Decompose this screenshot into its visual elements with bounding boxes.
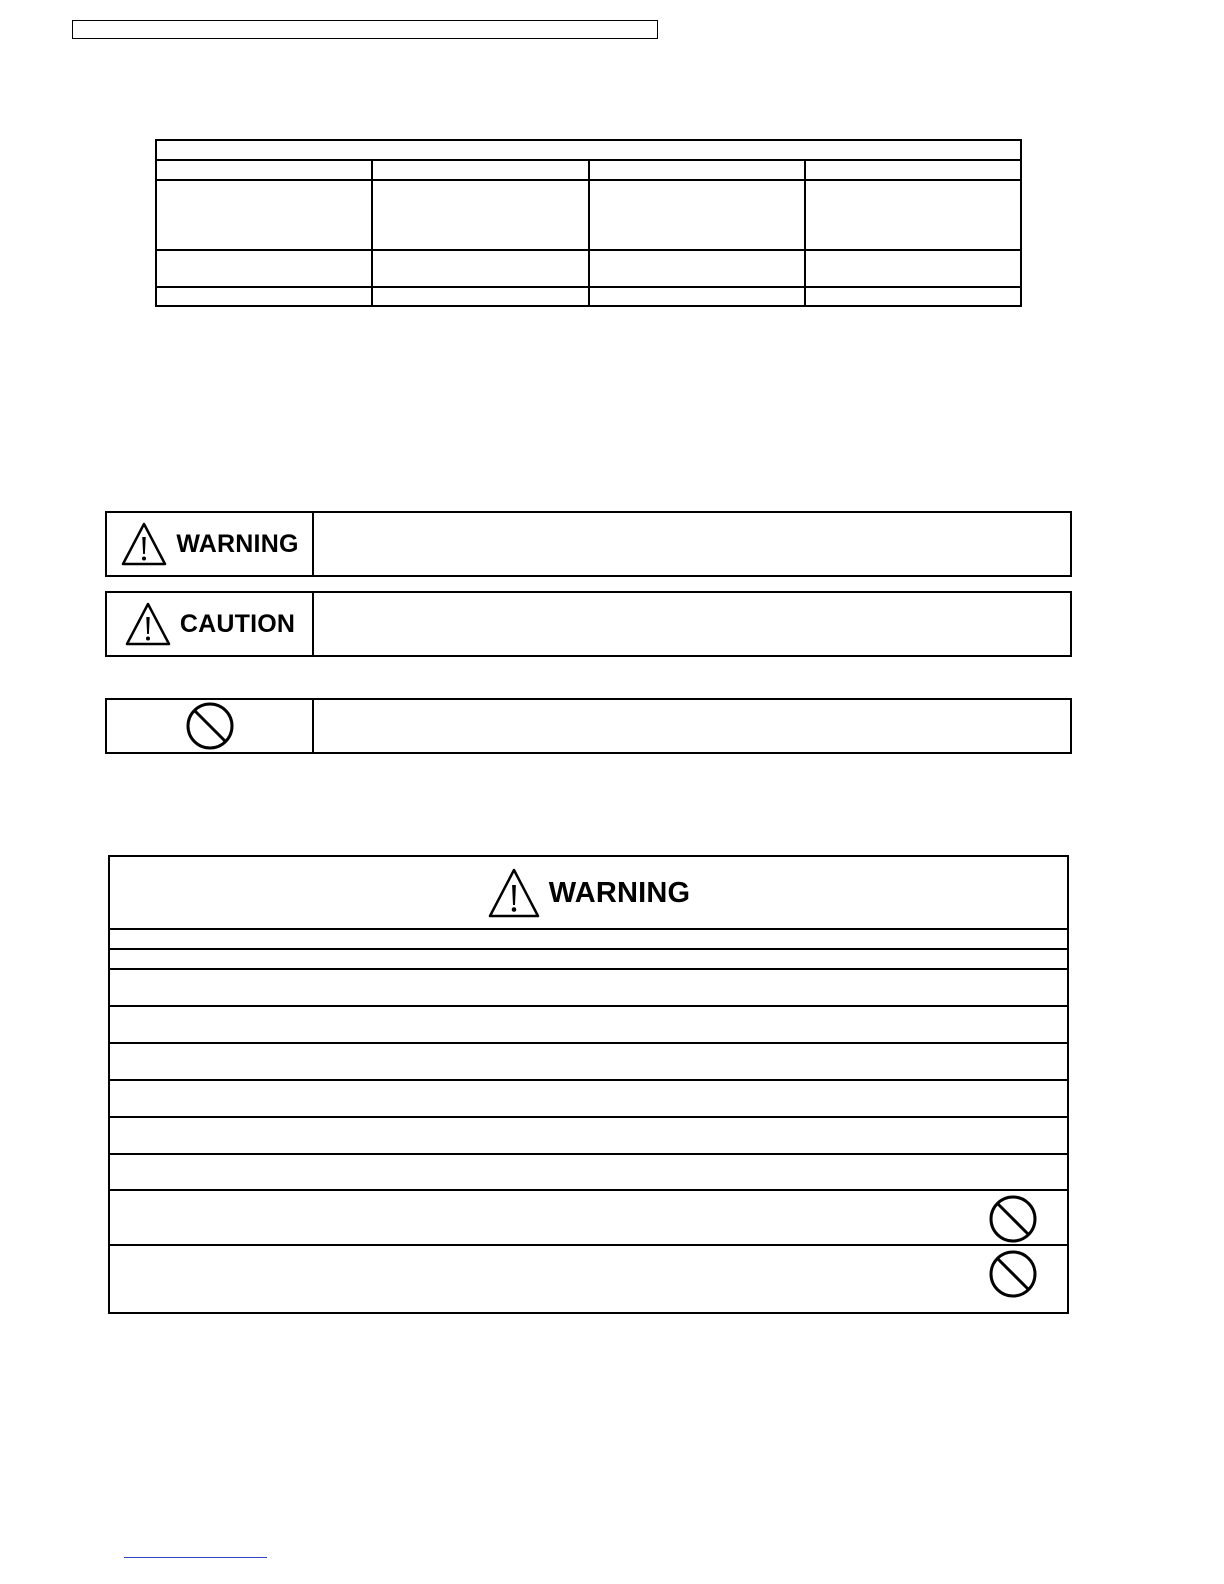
- legend-caution-box: [105, 591, 1072, 657]
- legend-divider: [312, 593, 314, 655]
- warning-table: [108, 855, 1069, 1314]
- warning-triangle-icon: [120, 521, 168, 567]
- warning-table-title: WARNING: [548, 876, 691, 909]
- table-col-divider: [588, 160, 590, 305]
- table-row-divider: [110, 1244, 1067, 1246]
- table-row-divider: [110, 1079, 1067, 1081]
- table-row-divider: [110, 948, 1067, 950]
- table-row-divider: [110, 928, 1067, 930]
- prohibition-icon: [185, 701, 235, 751]
- table-row-divider: [110, 1116, 1067, 1118]
- legend-warning-box: [105, 511, 1072, 577]
- legend-divider: [312, 700, 314, 752]
- warning-signal-word: WARNING: [176, 529, 299, 558]
- legend-prohibition-label-cell: [107, 700, 312, 752]
- table-row-divider: [110, 968, 1067, 970]
- warning-triangle-icon: [124, 601, 172, 647]
- prohibition-icon: [988, 1249, 1038, 1299]
- prohibition-icon: [988, 1194, 1038, 1244]
- table-row-divider: [110, 1153, 1067, 1155]
- table-row-divider: [110, 1042, 1067, 1044]
- legend-divider: [312, 513, 314, 575]
- footer-link[interactable]: [124, 1557, 267, 1558]
- table-col-divider: [371, 160, 373, 305]
- legend-prohibition-box: [105, 698, 1072, 754]
- warning-table-title-cell: [110, 857, 1067, 929]
- table-col-divider: [804, 160, 806, 305]
- header-bar: [72, 20, 658, 39]
- table-row-divider: [110, 1189, 1067, 1191]
- caution-signal-word: CAUTION: [179, 609, 296, 638]
- legend-caution-label-cell: [107, 593, 312, 655]
- table-row-divider: [110, 1005, 1067, 1007]
- legend-warning-label-cell: [107, 513, 312, 575]
- model-table: [155, 139, 1022, 307]
- warning-triangle-icon: [487, 867, 541, 919]
